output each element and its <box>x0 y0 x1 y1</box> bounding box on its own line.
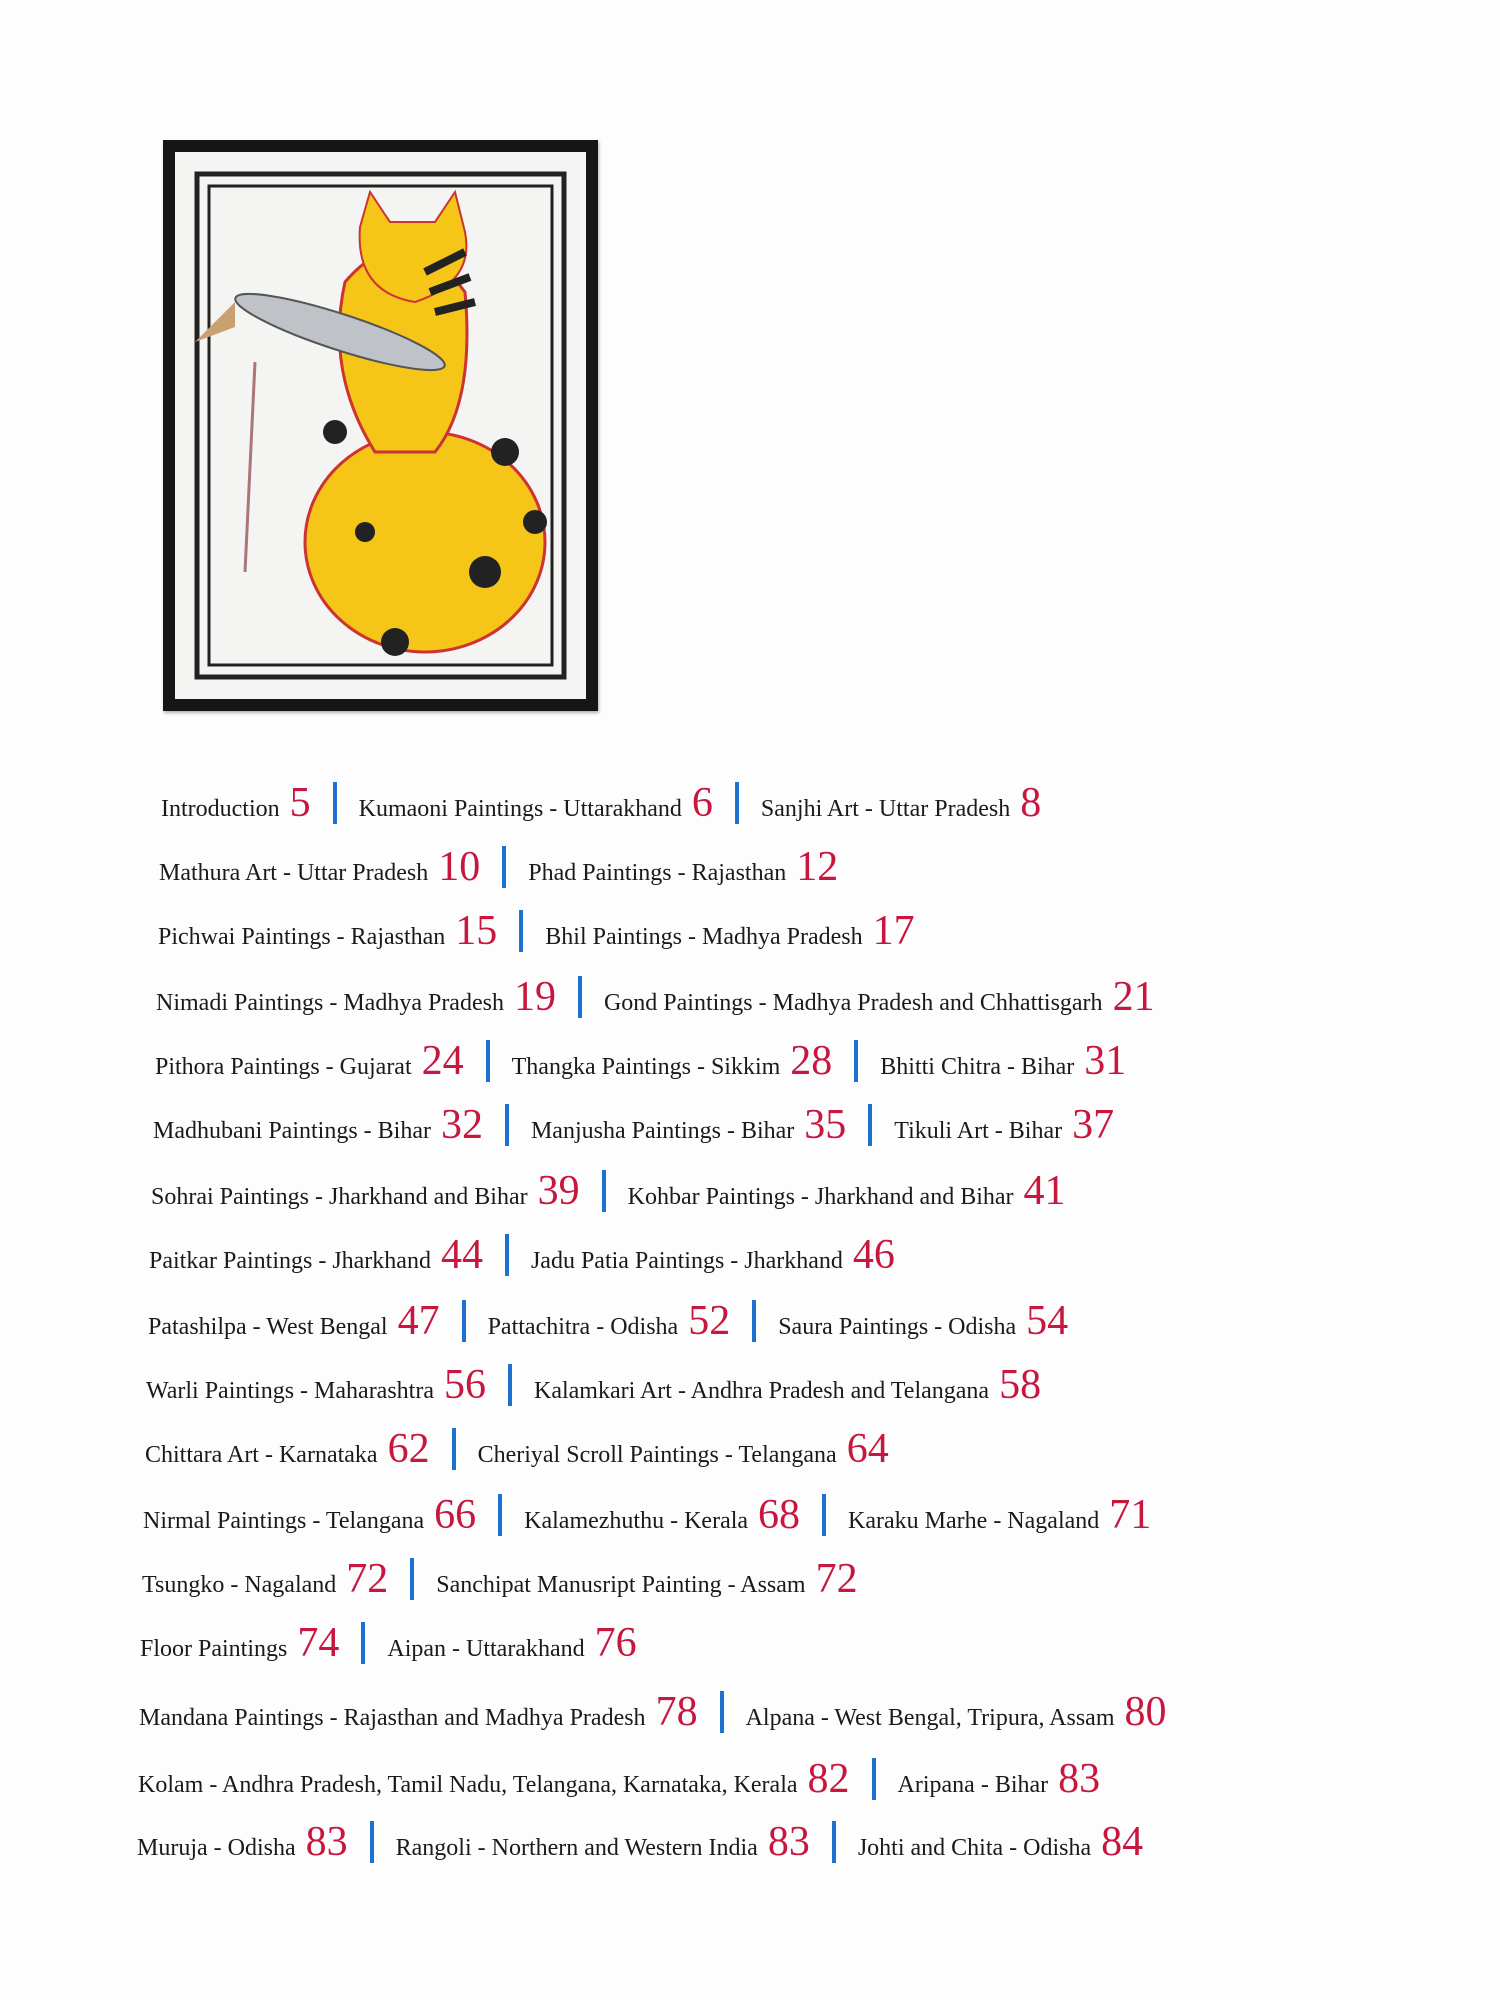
toc-row <box>145 1428 889 1470</box>
separator-bar <box>333 782 337 824</box>
toc-page-number: 74 <box>297 1620 340 1666</box>
toc-page-number: 12 <box>796 844 839 890</box>
toc-entry-title: Patashilpa - West Bengal <box>148 1314 388 1340</box>
toc-row <box>148 1300 1068 1342</box>
toc-entry-title: Mandana Paintings - Rajasthan and Madhya Pradesh <box>139 1705 646 1731</box>
toc-entry-title: Cheriyal Scroll Paintings - Telangana <box>477 1442 837 1468</box>
toc-entry-title: Pattachitra - Odisha <box>487 1314 679 1340</box>
toc-entry-title: Kolam - Andhra Pradesh, Tamil Nadu, Telangana, Karnataka, Kerala <box>138 1772 798 1798</box>
toc-row <box>137 1821 1143 1863</box>
toc-page-number: 28 <box>790 1038 833 1084</box>
toc-row <box>142 1558 858 1600</box>
toc-entry-title: Sanchipat Manusript Painting - Assam <box>436 1572 806 1598</box>
toc-row <box>139 1691 1167 1733</box>
toc-entry-title: Aipan - Uttarakhand <box>387 1636 585 1662</box>
separator-bar <box>822 1494 826 1536</box>
toc-entry-title: Thangka Paintings - Sikkim <box>511 1054 781 1080</box>
toc-page-number: 41 <box>1023 1168 1066 1214</box>
separator-bar <box>486 1040 490 1082</box>
toc-page-number: 37 <box>1072 1102 1115 1148</box>
separator-bar <box>832 1821 836 1863</box>
toc-entry-title: Floor Paintings <box>140 1636 288 1662</box>
separator-bar <box>370 1821 374 1863</box>
toc-entry-title: Pichwai Paintings - Rajasthan <box>158 924 446 950</box>
toc-page-number: 76 <box>594 1620 637 1666</box>
separator-bar <box>462 1300 466 1342</box>
toc-entry-title: Introduction <box>161 796 280 822</box>
toc-page-number: 24 <box>421 1038 464 1084</box>
separator-bar <box>502 846 506 888</box>
toc-page-number: 52 <box>688 1298 731 1344</box>
kalighat-cat-painting <box>163 140 598 711</box>
toc-row <box>159 846 838 888</box>
toc-row <box>158 910 915 952</box>
separator-bar <box>505 1234 509 1276</box>
toc-row <box>149 1234 895 1276</box>
toc-page-number: 83 <box>305 1819 348 1865</box>
toc-entry-title: Nimadi Paintings - Madhya Pradesh <box>156 990 504 1016</box>
toc-page-number: 62 <box>387 1426 430 1472</box>
toc-page-number: 68 <box>758 1492 801 1538</box>
toc-page-number: 84 <box>1101 1819 1144 1865</box>
toc-entry-title: Tikuli Art - Bihar <box>894 1118 1063 1144</box>
separator-bar <box>720 1691 724 1733</box>
toc-page-number: 39 <box>537 1168 580 1214</box>
separator-bar <box>735 782 739 824</box>
toc-row <box>161 782 1041 824</box>
toc-row <box>146 1364 1041 1406</box>
toc-page-number: 71 <box>1109 1492 1152 1538</box>
toc-page-number: 5 <box>289 780 311 826</box>
toc-entry-title: Kalamkari Art - Andhra Pradesh and Telangana <box>534 1378 990 1404</box>
toc-entry-title: Karaku Marhe - Nagaland <box>848 1508 1100 1534</box>
toc-row <box>138 1758 1100 1800</box>
toc-page-number: 17 <box>872 908 915 954</box>
toc-page-number: 80 <box>1124 1689 1167 1735</box>
toc-entry-title: Johti and Chita - Odisha <box>857 1835 1092 1861</box>
toc-entry-title: Nirmal Paintings - Telangana <box>143 1508 425 1534</box>
toc-entry-title: Madhubani Paintings - Bihar <box>153 1118 431 1144</box>
toc-page-number: 15 <box>455 908 498 954</box>
toc-page-number: 21 <box>1112 974 1155 1020</box>
toc-page-number: 32 <box>440 1102 483 1148</box>
toc-entry-title: Rangoli - Northern and Western India <box>395 1835 758 1861</box>
toc-page-number: 82 <box>807 1756 850 1802</box>
toc-entry-title: Aripana - Bihar <box>897 1772 1049 1798</box>
toc-page-number: 83 <box>767 1819 810 1865</box>
separator-bar <box>752 1300 756 1342</box>
toc-row <box>140 1622 637 1664</box>
toc-page-number: 10 <box>438 844 481 890</box>
toc-entry-title: Mathura Art - Uttar Pradesh <box>159 860 429 886</box>
toc-page-number: 58 <box>999 1362 1042 1408</box>
toc-row <box>151 1170 1066 1212</box>
toc-entry-title: Chittara Art - Karnataka <box>145 1442 378 1468</box>
separator-bar <box>854 1040 858 1082</box>
toc-entry-title: Gond Paintings - Madhya Pradesh and Chhattisgarh <box>603 990 1103 1016</box>
toc-entry-title: Phad Paintings - Rajasthan <box>528 860 787 886</box>
toc-page-number: 6 <box>691 780 713 826</box>
toc-row <box>153 1104 1114 1146</box>
separator-bar <box>498 1494 502 1536</box>
toc-entry-title: Tsungko - Nagaland <box>142 1572 337 1598</box>
separator-bar <box>578 976 582 1018</box>
toc-entry-title: Paitkar Paintings - Jharkhand <box>149 1248 431 1274</box>
toc-page-number: 8 <box>1020 780 1042 826</box>
toc-entry-title: Manjusha Paintings - Bihar <box>530 1118 795 1144</box>
toc-entry-title: Sanjhi Art - Uttar Pradesh <box>760 796 1011 822</box>
toc-page-number: 72 <box>346 1556 389 1602</box>
toc-row <box>156 976 1155 1018</box>
toc-entry-title: Alpana - West Bengal, Tripura, Assam <box>745 1705 1115 1731</box>
toc-entry-title: Jadu Patia Paintings - Jharkhand <box>530 1248 843 1274</box>
separator-bar <box>505 1104 509 1146</box>
toc-row <box>155 1040 1126 1082</box>
toc-page-number: 66 <box>434 1492 477 1538</box>
toc-page-number: 72 <box>815 1556 858 1602</box>
separator-bar <box>872 1758 876 1800</box>
toc-entry-title: Kalamezhuthu - Kerala <box>524 1508 749 1534</box>
separator-bar <box>410 1558 414 1600</box>
separator-bar <box>602 1170 606 1212</box>
separator-bar <box>519 910 523 952</box>
toc-entry-title: Sohrai Paintings - Jharkhand and Bihar <box>151 1184 528 1210</box>
toc-page-number: 35 <box>804 1102 847 1148</box>
toc-page-number: 56 <box>444 1362 486 1408</box>
toc-page-number: 31 <box>1084 1038 1127 1084</box>
toc-entry-title: Kohbar Paintings - Jharkhand and Bihar <box>627 1184 1014 1210</box>
toc-entry-title: Muruja - Odisha <box>137 1835 296 1861</box>
toc-page-number: 78 <box>655 1689 698 1735</box>
toc-page-number: 83 <box>1058 1756 1101 1802</box>
toc-page-number: 54 <box>1026 1298 1069 1344</box>
toc-entry-title: Pithora Paintings - Gujarat <box>155 1054 412 1080</box>
toc-row <box>143 1494 1151 1536</box>
toc-entry-title: Bhil Paintings - Madhya Pradesh <box>545 924 863 950</box>
toc-entry-title: Warli Paintings - Maharashtra <box>146 1378 434 1404</box>
separator-bar <box>452 1428 456 1470</box>
toc-page-number: 64 <box>846 1426 889 1472</box>
cat-with-fish-artwork <box>175 152 586 699</box>
toc-entry-title: Saura Paintings - Odisha <box>778 1314 1017 1340</box>
toc-page-number: 44 <box>440 1232 483 1278</box>
toc-page-number: 19 <box>513 974 556 1020</box>
toc-page-number: 47 <box>397 1298 440 1344</box>
toc-page-number: 46 <box>852 1232 895 1278</box>
separator-bar <box>361 1622 365 1664</box>
toc-entry-title: Kumaoni Paintings - Uttarakhand <box>358 796 682 822</box>
toc-entry-title: Bhitti Chitra - Bihar <box>880 1054 1075 1080</box>
separator-bar <box>508 1364 512 1406</box>
separator-bar <box>868 1104 872 1146</box>
